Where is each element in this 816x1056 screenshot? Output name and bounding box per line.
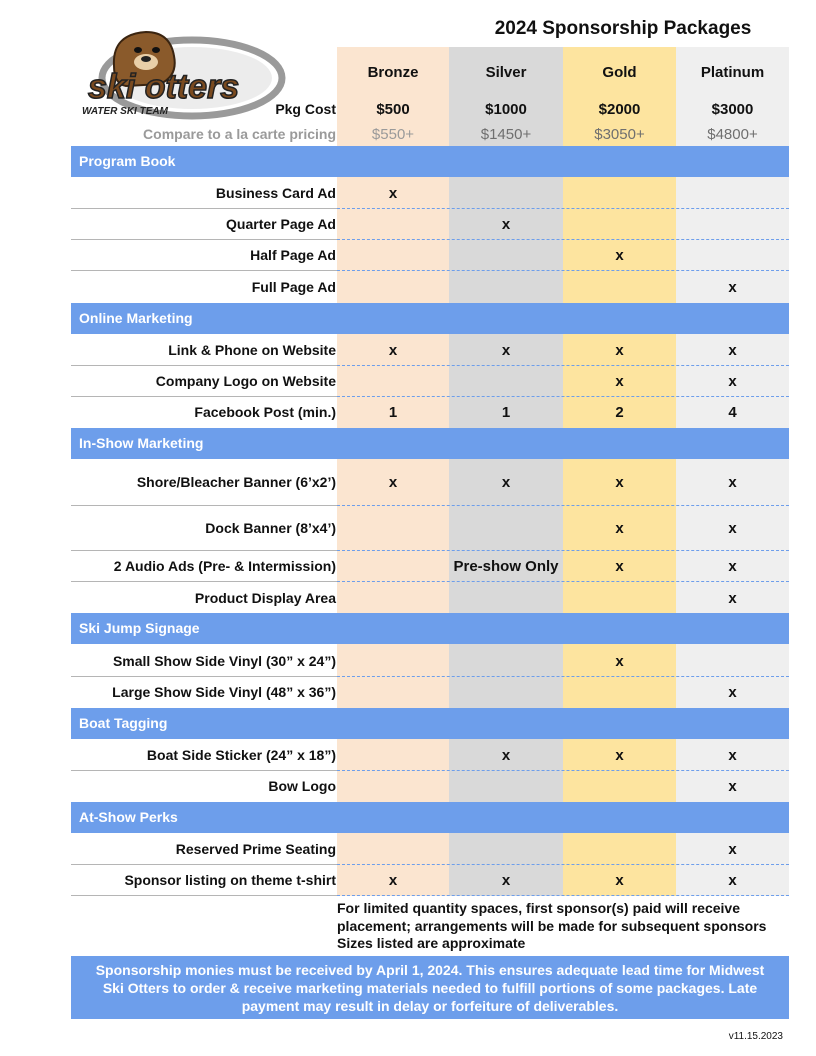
footer-line: Sponsorship monies must be received by April 1, 2024. This ensures adequate lead time for Midwest <box>95 962 765 978</box>
row-divider <box>71 365 337 366</box>
section-header-ski-jump-signage: Ski Jump Signage <box>71 613 789 644</box>
row-label: Business Card Ad <box>215 185 336 201</box>
compare-label: Compare to a la carte pricing <box>143 126 336 142</box>
row-divider <box>337 676 789 677</box>
row-label: Bow Logo <box>268 778 336 794</box>
row-cell: x <box>388 474 398 491</box>
row-label: Reserved Prime Seating <box>175 841 336 857</box>
note-line: For limited quantity spaces, first sponsor(s) paid will receive <box>337 900 740 916</box>
row-label: Company Logo on Website <box>155 373 336 389</box>
row-divider <box>71 239 337 240</box>
row-cell: x <box>728 342 737 359</box>
row-cell: x <box>728 279 737 296</box>
note-line: Sizes listed are approximate <box>337 935 526 951</box>
row-divider <box>71 895 337 896</box>
tier-name-bronze: Bronze <box>367 64 419 81</box>
row-cell: x <box>615 474 624 491</box>
row-cell: x <box>728 520 737 537</box>
ski-otters-logo <box>74 26 286 126</box>
notes <box>337 900 766 953</box>
row-cell: 1 <box>388 404 398 421</box>
tier-cost-gold: $2000 <box>598 101 641 118</box>
row-cell: x <box>728 872 737 889</box>
row-label: Dock Banner (8’x4’) <box>205 520 336 536</box>
section-header-at-show-perks: At-Show Perks <box>71 802 789 833</box>
row-label: Facebook Post (min.) <box>194 404 336 420</box>
row-divider <box>71 864 337 865</box>
row-cell: x <box>615 872 624 889</box>
row-divider <box>71 581 337 582</box>
row-cell: x <box>501 474 511 491</box>
row-divider <box>337 208 789 209</box>
row-label: Large Show Side Vinyl (48” x 36”) <box>112 684 336 700</box>
row-divider <box>337 239 789 240</box>
row-divider <box>337 864 789 865</box>
row-cell: x <box>388 342 398 359</box>
tier-compare-platinum: $4800+ <box>707 126 758 143</box>
row-divider <box>71 550 337 551</box>
row-cell: x <box>615 520 624 537</box>
note-line: placement; arrangements will be made for subsequent sponsors <box>337 917 767 934</box>
tier-cost-bronze: $500 <box>376 101 410 118</box>
row-cell: x <box>615 653 624 670</box>
row-divider <box>337 895 789 896</box>
row-label: Small Show Side Vinyl (30” x 24”) <box>112 653 336 669</box>
row-cell: x <box>388 185 398 202</box>
page-title: 2024 Sponsorship Packages <box>494 18 752 39</box>
tier-name-silver: Silver <box>485 64 527 81</box>
row-divider <box>71 270 337 271</box>
row-cell: x <box>388 872 398 889</box>
row-divider <box>337 505 789 506</box>
row-divider <box>71 505 337 506</box>
tier-cost-platinum: $3000 <box>711 101 754 118</box>
svg-text:WATER SKI TEAM: WATER SKI TEAM <box>82 106 168 117</box>
row-divider <box>337 770 789 771</box>
svg-text:ski otters: ski otters <box>88 68 240 106</box>
row-cell: x <box>728 558 737 575</box>
row-label: Sponsor listing on theme t-shirt <box>124 872 336 888</box>
row-cell: 4 <box>728 404 737 421</box>
section-header-program-book: Program Book <box>71 146 789 177</box>
tier-compare-silver: $1450+ <box>480 126 532 143</box>
row-divider <box>71 208 337 209</box>
row-cell: x <box>728 474 737 491</box>
section-header-online-marketing: Online Marketing <box>71 303 789 334</box>
tier-compare-gold: $3050+ <box>594 126 645 143</box>
footer-line: Ski Otters to order & receive marketing materials needed to fulfill portions of some packages. Late <box>102 980 758 996</box>
version-label: v11.15.2023 <box>728 1031 783 1042</box>
row-divider <box>337 550 789 551</box>
section-header-boat-tagging: Boat Tagging <box>71 708 789 739</box>
pkg-cost-label: Pkg Cost <box>275 101 336 117</box>
row-cell: x <box>728 373 737 390</box>
row-cell: x <box>728 747 737 764</box>
row-cell: x <box>501 747 511 764</box>
row-divider <box>71 396 337 397</box>
row-divider <box>337 396 789 397</box>
row-label: Product Display Area <box>194 590 336 606</box>
row-cell: x <box>615 747 624 764</box>
row-label: Shore/Bleacher Banner (6’x2’) <box>136 474 336 490</box>
row-label: Half Page Ad <box>250 247 336 263</box>
row-divider <box>71 770 337 771</box>
row-cell: x <box>501 216 511 233</box>
tier-cost-silver: $1000 <box>485 101 527 118</box>
tier-name-gold: Gold <box>602 64 637 81</box>
row-label: Full Page Ad <box>251 279 336 295</box>
row-divider <box>71 676 337 677</box>
row-cell: x <box>615 342 624 359</box>
footer-line: payment may result in delay or forfeiture of deliverables. <box>241 998 619 1014</box>
row-cell: x <box>728 590 737 607</box>
row-cell: 1 <box>501 404 511 421</box>
row-cell: x <box>728 841 737 858</box>
row-label: 2 Audio Ads (Pre- & Intermission) <box>113 558 336 574</box>
row-cell: x <box>615 373 624 390</box>
row-cell: x <box>501 342 511 359</box>
row-cell: x <box>615 558 624 575</box>
row-divider <box>337 270 789 271</box>
row-divider <box>337 581 789 582</box>
row-cell: x <box>728 684 737 701</box>
row-cell: 2 <box>615 404 624 421</box>
tier-name-platinum: Platinum <box>700 64 765 81</box>
section-header-in-show-marketing: In-Show Marketing <box>71 428 789 459</box>
row-cell: Pre-show Only <box>453 558 559 575</box>
row-cell: x <box>501 872 511 889</box>
payment-deadline-banner <box>71 956 789 1019</box>
row-divider <box>337 365 789 366</box>
row-cell: x <box>615 247 624 264</box>
row-label: Boat Side Sticker (24” x 18”) <box>146 747 336 763</box>
row-label: Quarter Page Ad <box>226 216 336 232</box>
row-cell: x <box>728 778 737 795</box>
row-label: Link & Phone on Website <box>168 342 336 358</box>
tier-compare-bronze: $550+ <box>371 126 415 143</box>
